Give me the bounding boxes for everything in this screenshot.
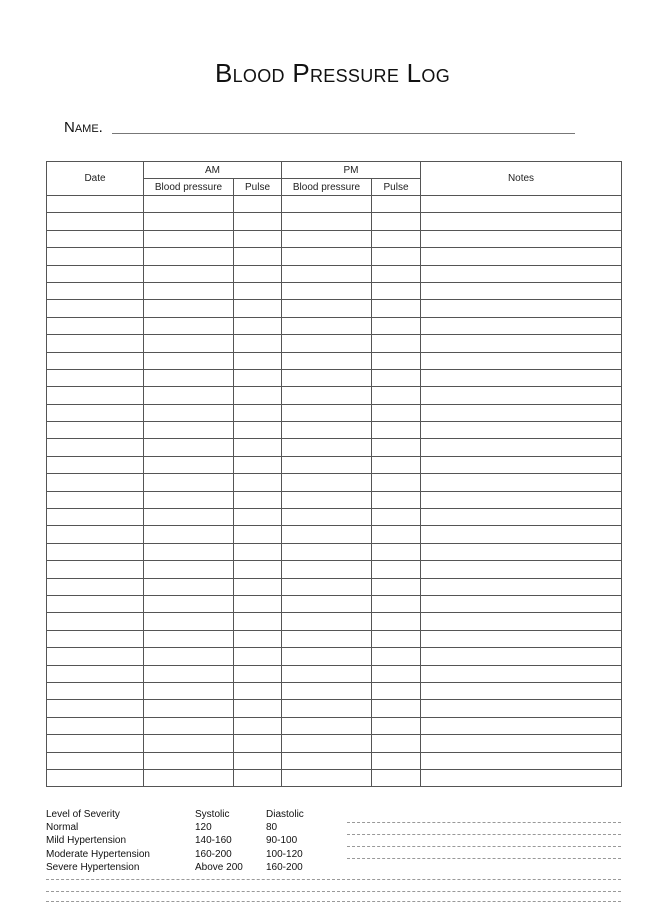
pm-pulse-cell[interactable] (372, 456, 421, 473)
pm-blood-pressure-cell[interactable] (282, 300, 372, 317)
notes-cell[interactable] (421, 491, 622, 508)
notes-cell[interactable] (421, 196, 622, 213)
am-blood-pressure-cell[interactable] (144, 561, 234, 578)
table-row (47, 422, 622, 439)
diastolic-header: Diastolic (266, 809, 304, 820)
pm-pulse-cell[interactable] (372, 578, 421, 595)
date-cell[interactable] (47, 491, 144, 508)
pm-pulse-cell[interactable] (372, 352, 421, 369)
severity-row-moderate (46, 848, 326, 861)
am-blood-pressure-cell[interactable] (144, 352, 234, 369)
am-blood-pressure-cell[interactable] (144, 578, 234, 595)
am-blood-pressure-cell[interactable] (144, 648, 234, 665)
pm-blood-pressure-cell[interactable] (282, 404, 372, 421)
table-row (47, 196, 622, 213)
pm-pulse-cell[interactable] (372, 648, 421, 665)
table-row (47, 717, 622, 734)
table-row (47, 665, 622, 682)
pm-blood-pressure-cell[interactable] (282, 369, 372, 386)
severity-row-mild (46, 834, 326, 847)
date-cell[interactable] (47, 474, 144, 491)
severity-level: Normal (46, 822, 79, 834)
pm-blood-pressure-cell[interactable] (282, 474, 372, 491)
note-line[interactable] (347, 822, 621, 823)
severity-level: Mild Hypertension (46, 835, 127, 847)
table-row (47, 526, 622, 543)
note-line[interactable] (347, 858, 621, 859)
am-blood-pressure-cell[interactable] (144, 595, 234, 612)
am-pulse-cell[interactable] (234, 491, 282, 508)
notes-cell[interactable] (421, 317, 622, 334)
notes-cell[interactable] (421, 700, 622, 717)
table-row (47, 491, 622, 508)
pm-blood-pressure-cell[interactable] (282, 561, 372, 578)
am-blood-pressure-cell[interactable] (144, 613, 234, 630)
am-pulse-cell[interactable] (234, 752, 282, 769)
pm-pulse-cell[interactable] (372, 335, 421, 352)
pm-blood-pressure-cell[interactable] (282, 752, 372, 769)
table-row (47, 648, 622, 665)
notes-cell[interactable] (421, 752, 622, 769)
am-blood-pressure-cell[interactable] (144, 196, 234, 213)
table-row (47, 248, 622, 265)
notes-cell[interactable] (421, 439, 622, 456)
am-pulse-cell[interactable] (234, 422, 282, 439)
am-pulse-cell[interactable] (234, 700, 282, 717)
table-row (47, 700, 622, 717)
pm-pulse-cell[interactable] (372, 769, 421, 786)
notes-cell[interactable] (421, 282, 622, 299)
pm-pulse-cell[interactable] (372, 282, 421, 299)
am-pulse-cell[interactable] (234, 439, 282, 456)
pm-pulse-cell[interactable] (372, 422, 421, 439)
date-cell[interactable] (47, 196, 144, 213)
am-blood-pressure-cell[interactable] (144, 248, 234, 265)
date-cell[interactable] (47, 665, 144, 682)
table-row (47, 595, 622, 612)
notes-cell[interactable] (421, 230, 622, 247)
date-cell[interactable] (47, 595, 144, 612)
pm-pulse-cell[interactable] (372, 561, 421, 578)
notes-cell[interactable] (421, 352, 622, 369)
am-pulse-cell[interactable] (234, 509, 282, 526)
date-cell[interactable] (47, 282, 144, 299)
notes-cell[interactable] (421, 561, 622, 578)
notes-cell[interactable] (421, 526, 622, 543)
notes-cell[interactable] (421, 387, 622, 404)
am-blood-pressure-cell[interactable] (144, 526, 234, 543)
am-pulse-cell[interactable] (234, 213, 282, 230)
page-title: Blood Pressure Log (214, 58, 451, 88)
pm-blood-pressure-cell[interactable] (282, 509, 372, 526)
pm-pulse-cell[interactable] (372, 317, 421, 334)
pm-blood-pressure-cell[interactable] (282, 335, 372, 352)
name-field-line[interactable] (112, 133, 575, 134)
am-pulse-cell[interactable] (234, 317, 282, 334)
table-row (47, 578, 622, 595)
am-pulse-cell[interactable] (234, 735, 282, 752)
pm-blood-pressure-cell[interactable] (282, 439, 372, 456)
pm-pulse-cell[interactable] (372, 439, 421, 456)
severity-legend (46, 808, 326, 874)
pm-pulse-cell[interactable] (372, 526, 421, 543)
table-row (47, 630, 622, 647)
am-pulse-cell[interactable] (234, 335, 282, 352)
table-row (47, 735, 622, 752)
date-cell[interactable] (47, 648, 144, 665)
am-blood-pressure-cell[interactable] (144, 265, 234, 282)
am-pulse-cell[interactable] (234, 769, 282, 786)
note-line[interactable] (347, 834, 621, 835)
notes-cell[interactable] (421, 422, 622, 439)
pm-pulse-cell[interactable] (372, 230, 421, 247)
notes-cell[interactable] (421, 595, 622, 612)
am-blood-pressure-cell[interactable] (144, 682, 234, 699)
date-cell[interactable] (47, 769, 144, 786)
am-blood-pressure-cell[interactable] (144, 700, 234, 717)
pm-blood-pressure-cell[interactable] (282, 248, 372, 265)
notes-cell[interactable] (421, 404, 622, 421)
date-cell[interactable] (47, 335, 144, 352)
date-cell[interactable] (47, 735, 144, 752)
am-pulse-cell[interactable] (234, 526, 282, 543)
am-pulse-cell[interactable] (234, 630, 282, 647)
table-row (47, 369, 622, 386)
am-blood-pressure-cell[interactable] (144, 509, 234, 526)
am-pulse-cell[interactable] (234, 282, 282, 299)
notes-cell[interactable] (421, 630, 622, 647)
am-blood-pressure-cell[interactable] (144, 317, 234, 334)
table-row (47, 352, 622, 369)
am-blood-pressure-cell[interactable] (144, 665, 234, 682)
am-blood-pressure-cell[interactable] (144, 717, 234, 734)
am-pulse-cell[interactable] (234, 369, 282, 386)
notes-cell[interactable] (421, 474, 622, 491)
date-cell[interactable] (47, 352, 144, 369)
notes-cell[interactable] (421, 613, 622, 630)
pm-blood-pressure-cell[interactable] (282, 735, 372, 752)
table-row (47, 300, 622, 317)
name-label: Name. (64, 119, 103, 136)
table-row (47, 752, 622, 769)
notes-cell[interactable] (421, 248, 622, 265)
systolic-header: Systolic (195, 809, 230, 820)
notes-cell[interactable] (421, 265, 622, 282)
pm-pulse-header: Pulse (372, 179, 421, 196)
table-row (47, 613, 622, 630)
am-pulse-cell[interactable] (234, 456, 282, 473)
am-blood-pressure-cell[interactable] (144, 752, 234, 769)
am-blood-pressure-cell[interactable] (144, 300, 234, 317)
pm-pulse-cell[interactable] (372, 248, 421, 265)
table-row (47, 282, 622, 299)
table-row (47, 213, 622, 230)
am-blood-pressure-header: Blood pressure (144, 179, 234, 196)
am-pulse-cell[interactable] (234, 387, 282, 404)
am-pulse-cell[interactable] (234, 613, 282, 630)
am-pulse-cell[interactable] (234, 682, 282, 699)
pm-blood-pressure-cell[interactable] (282, 213, 372, 230)
table-row (47, 509, 622, 526)
am-pulse-header: Pulse (234, 179, 282, 196)
pm-pulse-cell[interactable] (372, 196, 421, 213)
diastolic-value: 90-100 (266, 835, 298, 847)
notes-cell[interactable] (421, 769, 622, 786)
pm-pulse-cell[interactable] (372, 213, 421, 230)
date-cell[interactable] (47, 543, 144, 560)
note-line[interactable] (46, 901, 621, 902)
date-cell[interactable] (47, 752, 144, 769)
am-blood-pressure-cell[interactable] (144, 769, 234, 786)
am-blood-pressure-cell[interactable] (144, 735, 234, 752)
date-cell[interactable] (47, 456, 144, 473)
notes-cell[interactable] (421, 213, 622, 230)
systolic-value: 160-200 (195, 848, 232, 860)
am-pulse-cell[interactable] (234, 543, 282, 560)
notes-header: Notes (421, 162, 622, 196)
notes-cell[interactable] (421, 335, 622, 352)
table-row (47, 456, 622, 473)
pm-blood-pressure-cell[interactable] (282, 196, 372, 213)
notes-cell[interactable] (421, 543, 622, 560)
blood-pressure-log-table (46, 161, 622, 787)
pm-blood-pressure-cell[interactable] (282, 491, 372, 508)
pm-pulse-cell[interactable] (372, 491, 421, 508)
pm-pulse-cell[interactable] (372, 369, 421, 386)
date-header: Date (47, 162, 144, 196)
pm-blood-pressure-cell[interactable] (282, 700, 372, 717)
pm-blood-pressure-cell[interactable] (282, 630, 372, 647)
am-blood-pressure-cell[interactable] (144, 456, 234, 473)
table-row (47, 387, 622, 404)
systolic-value: 140-160 (195, 835, 232, 847)
am-blood-pressure-cell[interactable] (144, 422, 234, 439)
am-pulse-cell[interactable] (234, 561, 282, 578)
table-row (47, 265, 622, 282)
pm-blood-pressure-cell[interactable] (282, 265, 372, 282)
am-pulse-cell[interactable] (234, 230, 282, 247)
pm-pulse-cell[interactable] (372, 700, 421, 717)
diastolic-value: 100-120 (266, 848, 303, 860)
pm-pulse-cell[interactable] (372, 265, 421, 282)
pm-pulse-cell[interactable] (372, 404, 421, 421)
systolic-value: 120 (195, 822, 212, 834)
table-row (47, 769, 622, 786)
date-cell[interactable] (47, 578, 144, 595)
notes-cell[interactable] (421, 665, 622, 682)
pm-pulse-cell[interactable] (372, 595, 421, 612)
am-blood-pressure-cell[interactable] (144, 543, 234, 560)
table-row (47, 439, 622, 456)
date-cell[interactable] (47, 422, 144, 439)
am-pulse-cell[interactable] (234, 300, 282, 317)
pm-pulse-cell[interactable] (372, 509, 421, 526)
severity-level: Severe Hypertension (46, 861, 140, 873)
severity-row-severe (46, 861, 326, 874)
pm-pulse-cell[interactable] (372, 387, 421, 404)
pm-header: PM (282, 162, 421, 179)
date-cell[interactable] (47, 265, 144, 282)
diastolic-value: 160-200 (266, 861, 303, 873)
pm-pulse-cell[interactable] (372, 630, 421, 647)
notes-cell[interactable] (421, 456, 622, 473)
date-cell[interactable] (47, 369, 144, 386)
notes-cell[interactable] (421, 369, 622, 386)
pm-blood-pressure-cell[interactable] (282, 682, 372, 699)
am-pulse-cell[interactable] (234, 248, 282, 265)
date-cell[interactable] (47, 439, 144, 456)
am-pulse-cell[interactable] (234, 578, 282, 595)
pm-blood-pressure-cell[interactable] (282, 422, 372, 439)
date-cell[interactable] (47, 717, 144, 734)
table-row (47, 474, 622, 491)
pm-blood-pressure-cell[interactable] (282, 456, 372, 473)
date-cell[interactable] (47, 526, 144, 543)
pm-blood-pressure-cell[interactable] (282, 613, 372, 630)
notes-cell[interactable] (421, 717, 622, 734)
table-row (47, 335, 622, 352)
date-cell[interactable] (47, 700, 144, 717)
pm-blood-pressure-cell[interactable] (282, 717, 372, 734)
date-cell[interactable] (47, 317, 144, 334)
date-cell[interactable] (47, 300, 144, 317)
am-blood-pressure-cell[interactable] (144, 387, 234, 404)
severity-header-row (46, 808, 326, 821)
am-blood-pressure-cell[interactable] (144, 474, 234, 491)
am-blood-pressure-cell[interactable] (144, 335, 234, 352)
severity-level: Moderate Hypertension (46, 848, 150, 860)
table-row (47, 543, 622, 560)
date-cell[interactable] (47, 248, 144, 265)
pm-blood-pressure-cell[interactable] (282, 352, 372, 369)
pm-blood-pressure-cell[interactable] (282, 526, 372, 543)
pm-pulse-cell[interactable] (372, 717, 421, 734)
am-header: AM (144, 162, 282, 179)
am-pulse-cell[interactable] (234, 352, 282, 369)
pm-blood-pressure-header: Blood pressure (282, 179, 372, 196)
date-cell[interactable] (47, 213, 144, 230)
am-pulse-cell[interactable] (234, 196, 282, 213)
notes-cell[interactable] (421, 578, 622, 595)
am-blood-pressure-cell[interactable] (144, 230, 234, 247)
table-row (47, 404, 622, 421)
am-blood-pressure-cell[interactable] (144, 491, 234, 508)
table-row (47, 230, 622, 247)
pm-blood-pressure-cell[interactable] (282, 543, 372, 560)
pm-pulse-cell[interactable] (372, 752, 421, 769)
am-pulse-cell[interactable] (234, 717, 282, 734)
am-blood-pressure-cell[interactable] (144, 213, 234, 230)
am-blood-pressure-cell[interactable] (144, 369, 234, 386)
systolic-value: Above 200 (195, 861, 243, 873)
date-cell[interactable] (47, 682, 144, 699)
pm-blood-pressure-cell[interactable] (282, 769, 372, 786)
pm-blood-pressure-cell[interactable] (282, 665, 372, 682)
pm-blood-pressure-cell[interactable] (282, 282, 372, 299)
notes-cell[interactable] (421, 682, 622, 699)
notes-cell[interactable] (421, 509, 622, 526)
notes-cell[interactable] (421, 648, 622, 665)
table-row (47, 317, 622, 334)
pm-blood-pressure-cell[interactable] (282, 595, 372, 612)
table-row (47, 682, 622, 699)
pm-pulse-cell[interactable] (372, 735, 421, 752)
am-blood-pressure-cell[interactable] (144, 404, 234, 421)
pm-pulse-cell[interactable] (372, 682, 421, 699)
am-pulse-cell[interactable] (234, 665, 282, 682)
pm-pulse-cell[interactable] (372, 300, 421, 317)
table-row (47, 561, 622, 578)
am-blood-pressure-cell[interactable] (144, 439, 234, 456)
date-cell[interactable] (47, 630, 144, 647)
note-line[interactable] (46, 879, 621, 880)
pm-pulse-cell[interactable] (372, 474, 421, 491)
am-pulse-cell[interactable] (234, 595, 282, 612)
log-table-body (47, 196, 622, 787)
date-cell[interactable] (47, 404, 144, 421)
diastolic-value: 80 (266, 822, 278, 834)
severity-level-header: Level of Severity (46, 809, 120, 820)
notes-cell[interactable] (421, 735, 622, 752)
pm-blood-pressure-cell[interactable] (282, 230, 372, 247)
date-cell[interactable] (47, 613, 144, 630)
note-line[interactable] (347, 846, 621, 847)
note-line[interactable] (46, 891, 621, 892)
pm-pulse-cell[interactable] (372, 613, 421, 630)
date-cell[interactable] (47, 387, 144, 404)
date-cell[interactable] (47, 509, 144, 526)
am-pulse-cell[interactable] (234, 404, 282, 421)
pm-blood-pressure-cell[interactable] (282, 578, 372, 595)
notes-cell[interactable] (421, 300, 622, 317)
am-blood-pressure-cell[interactable] (144, 282, 234, 299)
date-cell[interactable] (47, 561, 144, 578)
pm-pulse-cell[interactable] (372, 543, 421, 560)
pm-blood-pressure-cell[interactable] (282, 648, 372, 665)
severity-row-normal (46, 821, 326, 834)
pm-pulse-cell[interactable] (372, 665, 421, 682)
am-pulse-cell[interactable] (234, 474, 282, 491)
pm-blood-pressure-cell[interactable] (282, 317, 372, 334)
pm-blood-pressure-cell[interactable] (282, 387, 372, 404)
am-blood-pressure-cell[interactable] (144, 630, 234, 647)
date-cell[interactable] (47, 230, 144, 247)
am-pulse-cell[interactable] (234, 648, 282, 665)
am-pulse-cell[interactable] (234, 265, 282, 282)
